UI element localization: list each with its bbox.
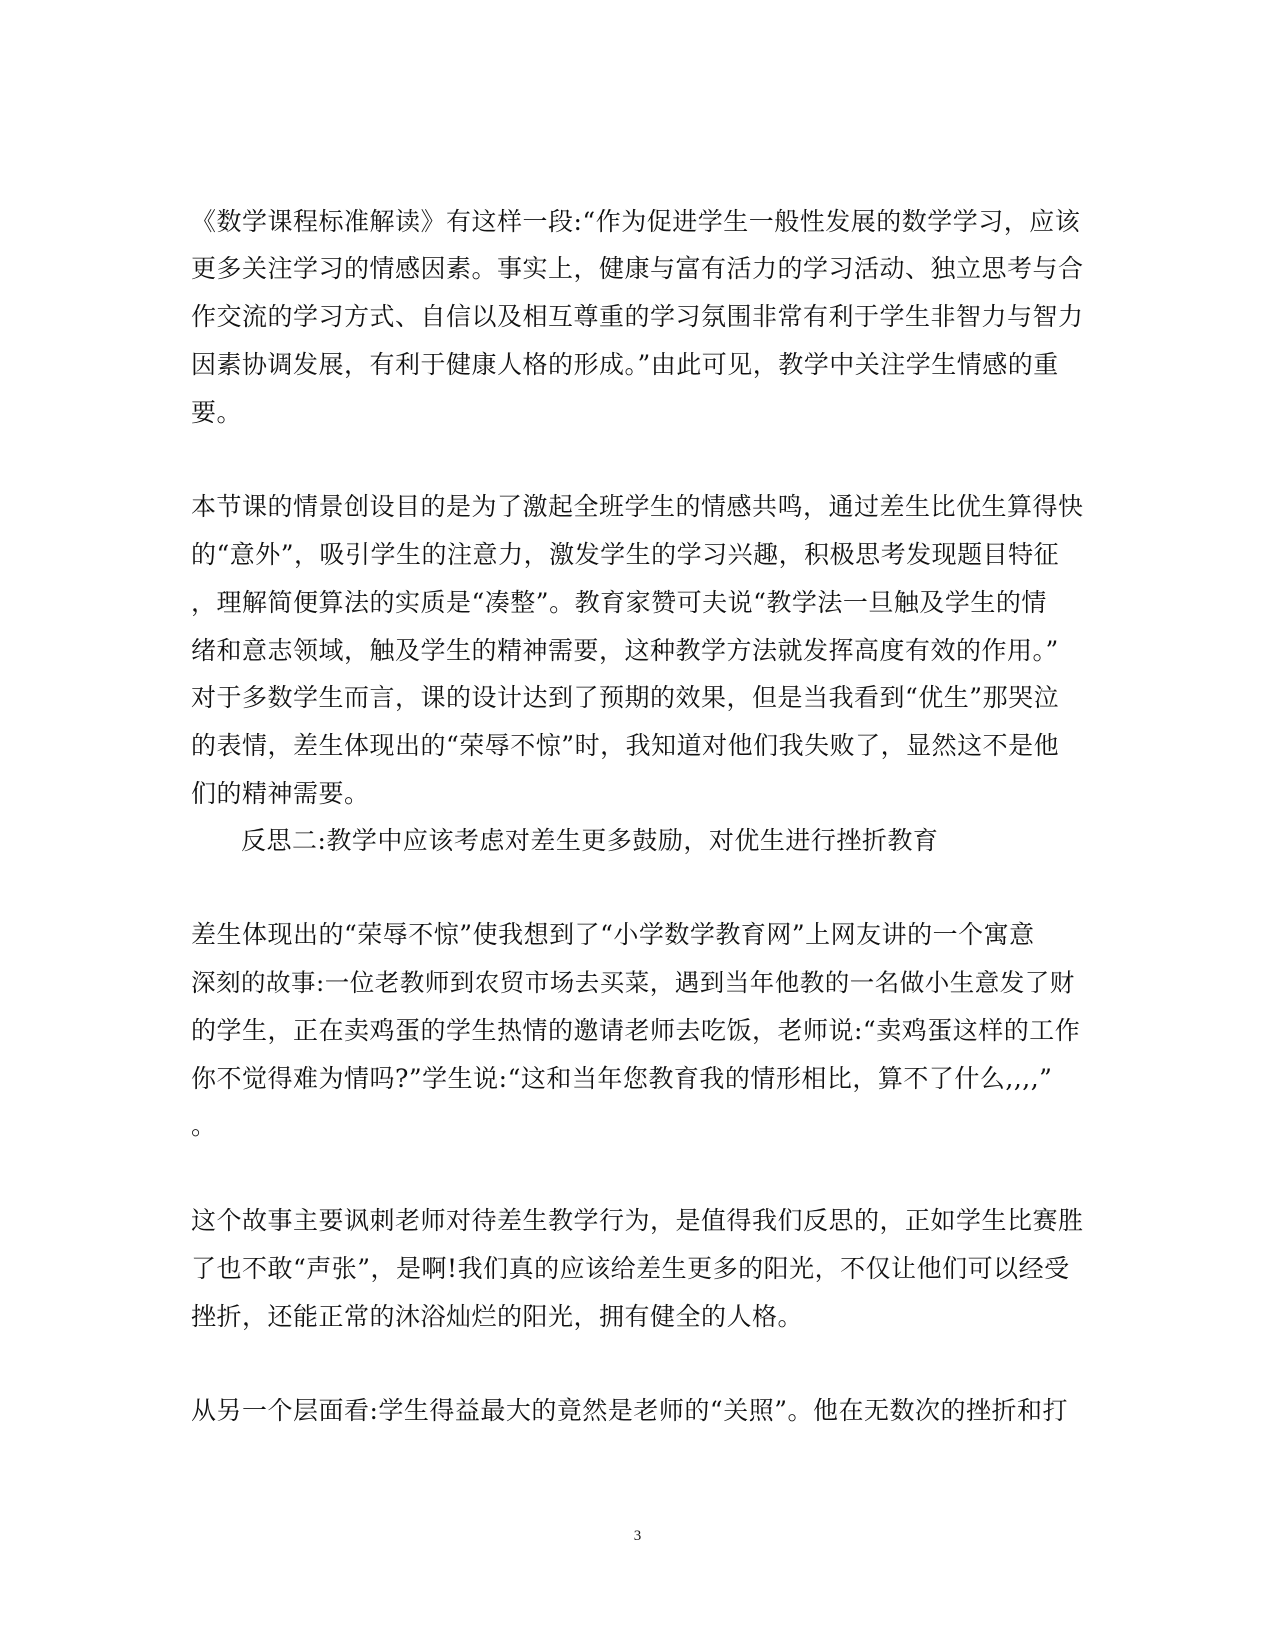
text-line: 们的精神需要。 (191, 779, 370, 808)
text-line: 更多关注学习的情感因素。事实上，健康与富有活力的学习活动、独立思考与合 (191, 254, 1084, 283)
text-line: 你不觉得难为情吗?”学生说:“这和当年您教育我的情形相比，算不了什么,,,,” (191, 1064, 1053, 1093)
text-line: 作交流的学习方式、自信以及相互尊重的学习氛围非常有利于学生非智力与智力 (191, 302, 1084, 331)
text-line: 了也不敢“声张”，是啊!我们真的应该给差生更多的阳光，不仅让他们可以经受 (191, 1254, 1070, 1283)
text-line: 从另一个层面看:学生得益最大的竟然是老师的“关照”。他在无数次的挫折和打 (191, 1396, 1068, 1425)
text-line: 深刻的故事:一位老教师到农贸市场去买菜，遇到当年他教的一名做小生意发了财 (191, 968, 1075, 997)
text-line: 对于多数学生而言，课的设计达到了预期的效果，但是当我看到“优生”那哭泣 (191, 683, 1060, 712)
text-line: 的“意外”，吸引学生的注意力，激发学生的学习兴趣，积极思考发现题目特征 (191, 540, 1060, 569)
text-line: 因素协调发展，有利于健康人格的形成。”由此可见，教学中关注学生情感的重 (191, 350, 1059, 379)
text-line: 的学生，正在卖鸡蛋的学生热情的邀请老师去吃饭，老师说:“卖鸡蛋这样的工作 (191, 1016, 1081, 1045)
text-line: 差生体现出的“荣辱不惊”使我想到了“小学数学教育网”上网友讲的一个寓意 (191, 920, 1035, 949)
text-line: 《数学课程标准解读》有这样一段:“作为促进学生一般性发展的数学学习，应该 (191, 207, 1081, 236)
text-line: 。 (191, 1111, 217, 1140)
section-heading: 反思二:教学中应该考虑对差生更多鼓励，对优生进行挫折教育 (241, 826, 939, 855)
text-line: 本节课的情景创设目的是为了激起全班学生的情感共鸣，通过差生比优生算得快 (191, 492, 1084, 521)
text-line: 的表情，差生体现出的“荣辱不惊”时，我知道对他们我失败了，显然这不是他 (191, 731, 1060, 760)
text-line: 绪和意志领域，触及学生的精神需要，这种教学方法就发挥高度有效的作用。” (191, 636, 1059, 665)
text-line: 这个故事主要讽刺老师对待差生教学行为，是值得我们反思的，正如学生比赛胜 (191, 1206, 1084, 1235)
page-number: 3 (633, 1528, 642, 1544)
text-line: 挫折，还能正常的沐浴灿烂的阳光，拥有健全的人格。 (191, 1302, 804, 1331)
text-line: ，理解简便算法的实质是“凑整”。教育家赞可夫说“教学法一旦触及学生的情 (191, 588, 1047, 617)
text-line: 要。 (191, 398, 243, 427)
